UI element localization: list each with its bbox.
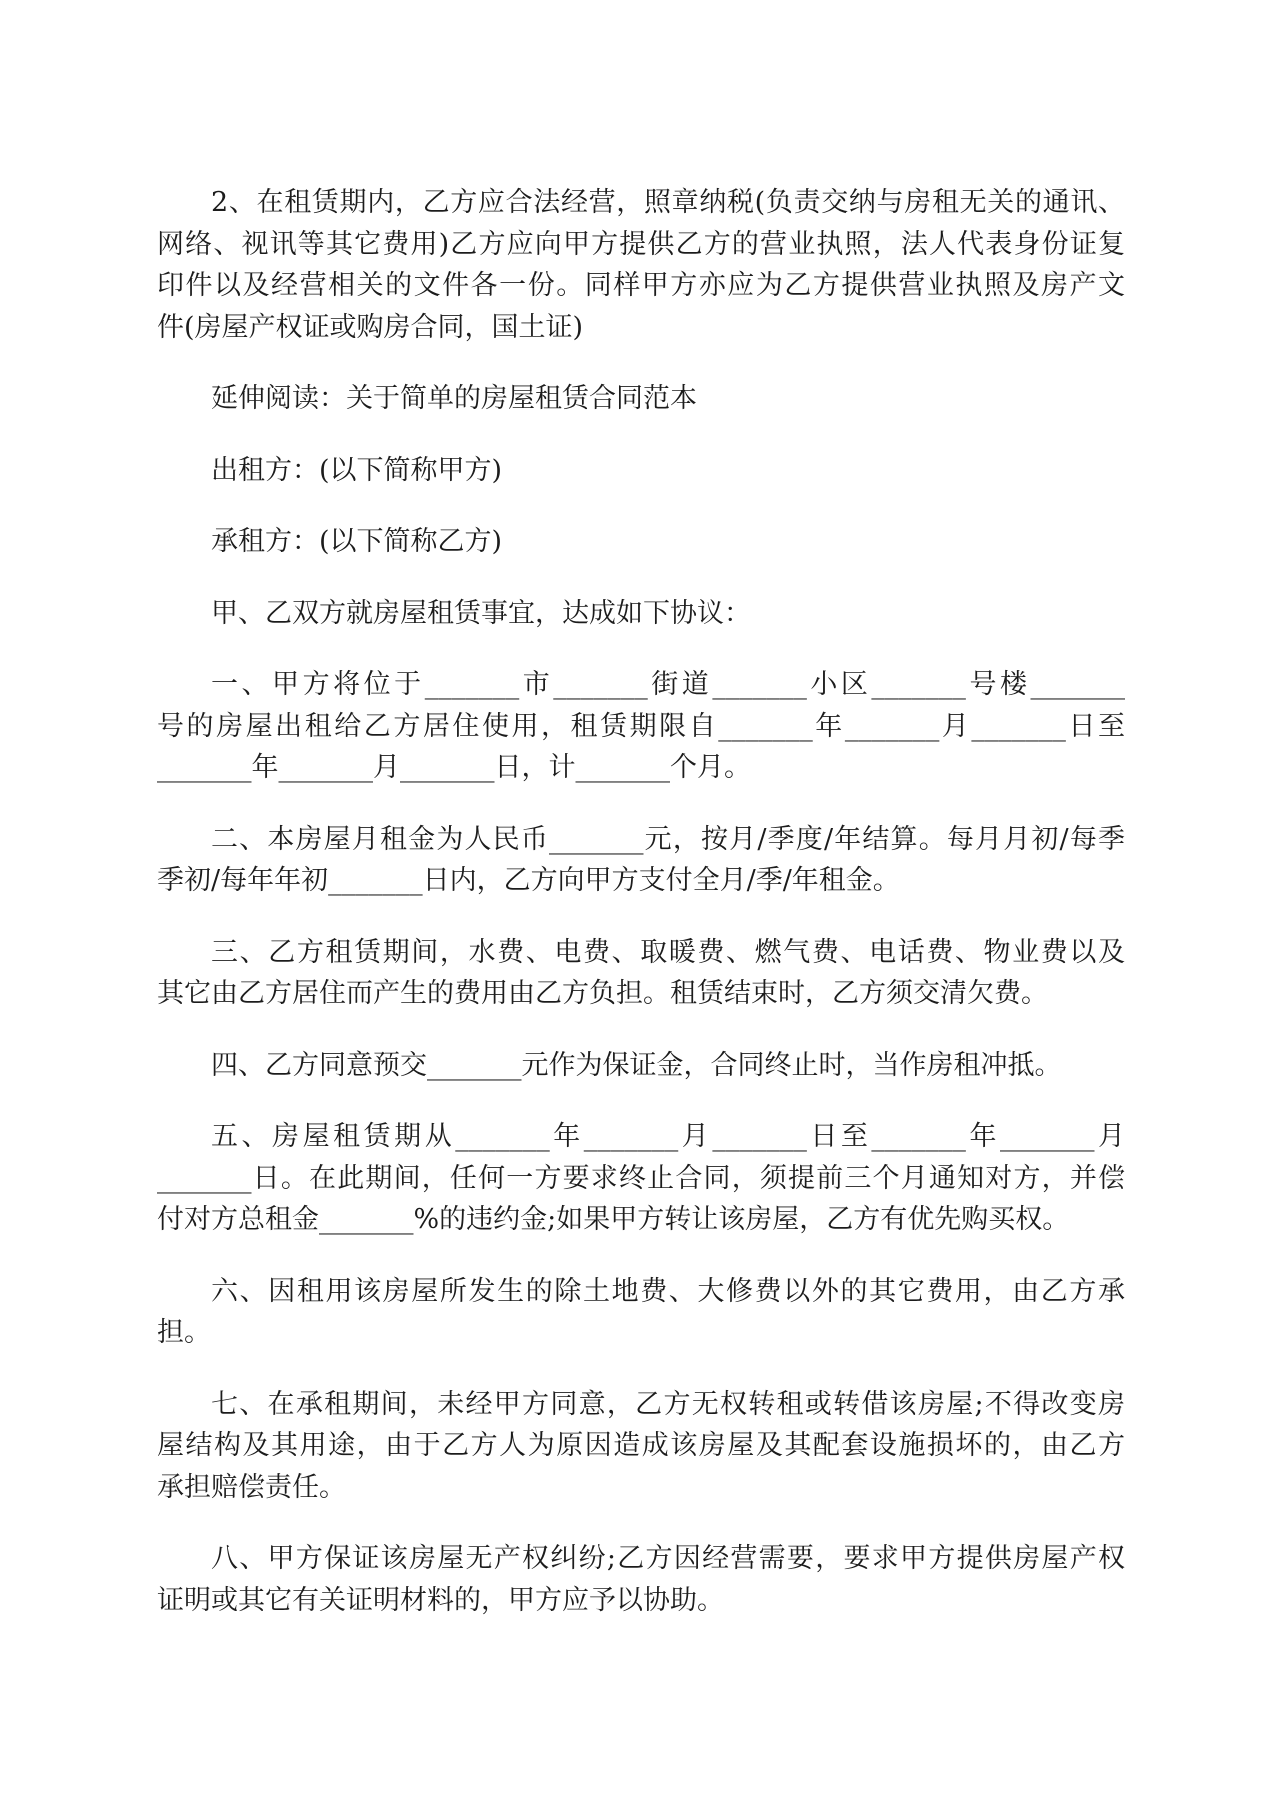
clause-3-utilities [157, 932, 1125, 1015]
agreement-intro [157, 593, 1125, 635]
text-line: 屋结构及其用途，由于乙方人为原因造成该房屋及其配套设施损坏的，由乙方 [157, 1430, 1125, 1461]
clause-1-property-and-term [157, 664, 1125, 789]
text-line: 网络、视讯等其它费用)乙方应向甲方提供乙方的营业执照，法人代表身份证复 [157, 228, 1125, 260]
text-line: 其它由乙方居住而产生的费用由乙方负担。租赁结束时，乙方须交清欠费。 [157, 978, 1048, 1009]
text-line: 出租方：(以下简称甲方) [211, 454, 503, 486]
clause-6-other-costs [157, 1271, 1125, 1354]
text-line: _______年_______月_______日，计_______个月。 [157, 752, 751, 783]
clause-2-rent [157, 819, 1125, 902]
further-reading-heading [157, 378, 1125, 420]
clause-8-property-rights [157, 1538, 1125, 1621]
text-line: 承租方：(以下简称乙方) [211, 526, 503, 557]
text-line: 甲、乙双方就房屋租赁事宜，达成如下协议： [211, 597, 751, 629]
clause-7-subletting [157, 1384, 1125, 1509]
clause-4-deposit [157, 1045, 1125, 1087]
clause-2-business-operation [157, 182, 1125, 348]
text-line: 担。 [157, 1317, 211, 1348]
text-line: 2、在租赁期内，乙方应合法经营，照章纳税(负责交纳与房租无关的通讯、 [211, 187, 1125, 218]
text-line: 延伸阅读：关于简单的房屋租赁合同范本 [211, 383, 697, 414]
text-line: 印件以及经营相关的文件各一份。同样甲方亦应为乙方提供营业执照及房产文 [157, 270, 1125, 301]
text-line: 二、本房屋月租金为人民币_______元，按月/季度/年结算。每月月初/每季 [211, 823, 1125, 855]
text-line: _______日。在此期间，任何一方要求终止合同，须提前三个月通知对方，并偿 [157, 1162, 1125, 1194]
text-line: 四、乙方同意预交_______元作为保证金，合同终止时，当作房租冲抵。 [211, 1049, 1062, 1081]
lessor-line [157, 450, 1125, 492]
lessee-line [157, 521, 1125, 563]
text-line: 一、甲方将位于_______市_______街道_______小区_______号楼_______ [211, 669, 1125, 700]
text-line: 证明或其它有关证明材料的，甲方应予以协助。 [157, 1584, 724, 1616]
document-body [157, 182, 1125, 1651]
text-line: 七、在承租期间，未经甲方同意，乙方无权转租或转借该房屋;不得改变房 [211, 1388, 1125, 1420]
text-line: 五、房屋租赁期从_______年_______月_______日至_______年_______月 [211, 1121, 1125, 1152]
text-line: 件(房屋产权证或购房合同，国土证) [157, 311, 584, 343]
text-line: 三、乙方租赁期间，水费、电费、取暖费、燃气费、电话费、物业费以及 [211, 936, 1125, 968]
text-line: 承担赔偿责任。 [157, 1471, 346, 1503]
text-line: 号的房屋出租给乙方居住使用，租赁期限自_______年_______月_______日至 [157, 710, 1125, 742]
text-line: 八、甲方保证该房屋无产权纠纷;乙方因经营需要，要求甲方提供房屋产权 [211, 1543, 1125, 1574]
text-line: 六、因租用该房屋所发生的除土地费、大修费以外的其它费用，由乙方承 [211, 1275, 1125, 1307]
clause-5-termination [157, 1116, 1125, 1241]
text-line: 付对方总租金_______%的违约金;如果甲方转让该房屋，乙方有优先购买权。 [157, 1204, 1070, 1235]
text-line: 季初/每年年初_______日内，乙方向甲方支付全月/季/年租金。 [157, 865, 900, 896]
